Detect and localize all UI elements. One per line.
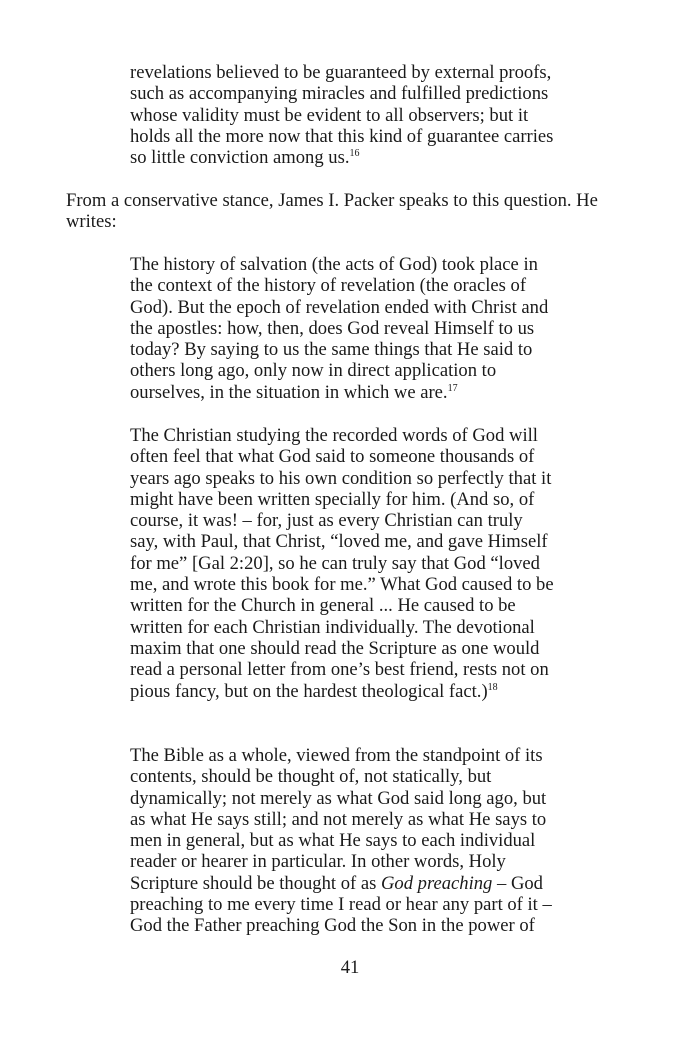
quote-line: such as accompanying miracles and fulfilled predictions: [130, 83, 549, 105]
quote-line-text: ourselves, in the situation in which we are.: [130, 381, 448, 403]
quote-line: course, it was! – for, just as every Christian can truly: [130, 510, 523, 532]
quote-line: dynamically; not merely as what God said long ago, but: [130, 787, 547, 809]
quote-line: maxim that one should read the Scripture as one would: [130, 637, 540, 659]
paragraph-line: From a conservative stance, James I. Packer speaks to this question. He: [66, 190, 598, 211]
quote-line: [130, 147, 553, 168]
block-quote-2: [130, 254, 548, 403]
paragraph-line: writes:: [66, 211, 117, 233]
quote-line: written for the Church in general ... He caused to be: [130, 595, 516, 617]
quote-line: the apostles: how, then, does God reveal Himself to us: [130, 317, 535, 339]
block-quote-1: [130, 62, 553, 168]
quote-line: reader or hearer in particular. In other words, Holy: [130, 851, 506, 873]
quote-line: today? By saying to us the same things that He said to: [130, 339, 533, 361]
quote-line: read a personal letter from one’s best friend, rests not on: [130, 659, 549, 681]
quote-line: [130, 382, 548, 403]
quote-line: for me” [Gal 2:20], so he can truly say that God “loved: [130, 552, 540, 574]
quote-line: preaching to me every time I read or hear any part of it –: [130, 894, 552, 916]
quote-line-text: – God: [492, 872, 543, 894]
quote-line: holds all the more now that this kind of guarantee carries: [130, 125, 554, 147]
quote-line: men in general, but as what He says to each individual: [130, 830, 536, 852]
quote-line: whose validity must be evident to all observers; but it: [130, 104, 529, 126]
quote-line: me, and wrote this book for me.” What God caused to be: [130, 574, 554, 596]
quote-line: revelations believed to be guaranteed by external proofs,: [130, 62, 552, 83]
quote-line: God). But the epoch of revelation ended with Christ and: [130, 296, 549, 318]
quote-line: might have been written specially for him. (And so, of: [130, 488, 535, 510]
quote-line: the context of the history of revelation (the oracles of: [130, 275, 527, 297]
footnote-marker: 18: [487, 681, 498, 693]
intro-paragraph: [66, 190, 598, 233]
quote-line: The history of salvation (the acts of God) took place in: [130, 254, 538, 275]
block-quote-4: [130, 745, 552, 937]
page-number: 41: [340, 957, 360, 978]
quote-line-text: Scripture should be thought of as: [130, 872, 381, 894]
footnote-marker: 17: [447, 382, 458, 394]
quote-line: often feel that what God said to someone thousands of: [130, 446, 535, 468]
quote-line: [130, 681, 554, 702]
quote-line: The Bible as a whole, viewed from the standpoint of its: [130, 745, 543, 766]
quote-line: written for each Christian individually. The devotional: [130, 616, 535, 638]
emphasis-text: God preaching: [380, 872, 493, 894]
footnote-marker: 16: [349, 148, 360, 160]
quote-line: contents, should be thought of, not statically, but: [130, 766, 492, 788]
quote-line: God the Father preaching God the Son in the power of: [130, 915, 535, 937]
quote-line: as what He says still; and not merely as what He says to: [130, 808, 547, 830]
quote-line: years ago speaks to his own condition so perfectly that it: [130, 467, 552, 489]
quote-line: others long ago, only now in direct application to: [130, 360, 497, 382]
quote-line: say, with Paul, that Christ, “loved me, and gave Himself: [130, 531, 548, 553]
block-quote-3: [130, 425, 554, 702]
quote-line-text: pious fancy, but on the hardest theological fact.): [130, 680, 488, 702]
quote-line: [130, 873, 552, 894]
quote-line: The Christian studying the recorded words of God will: [130, 425, 538, 446]
quote-line-text: so little conviction among us.: [130, 147, 350, 169]
